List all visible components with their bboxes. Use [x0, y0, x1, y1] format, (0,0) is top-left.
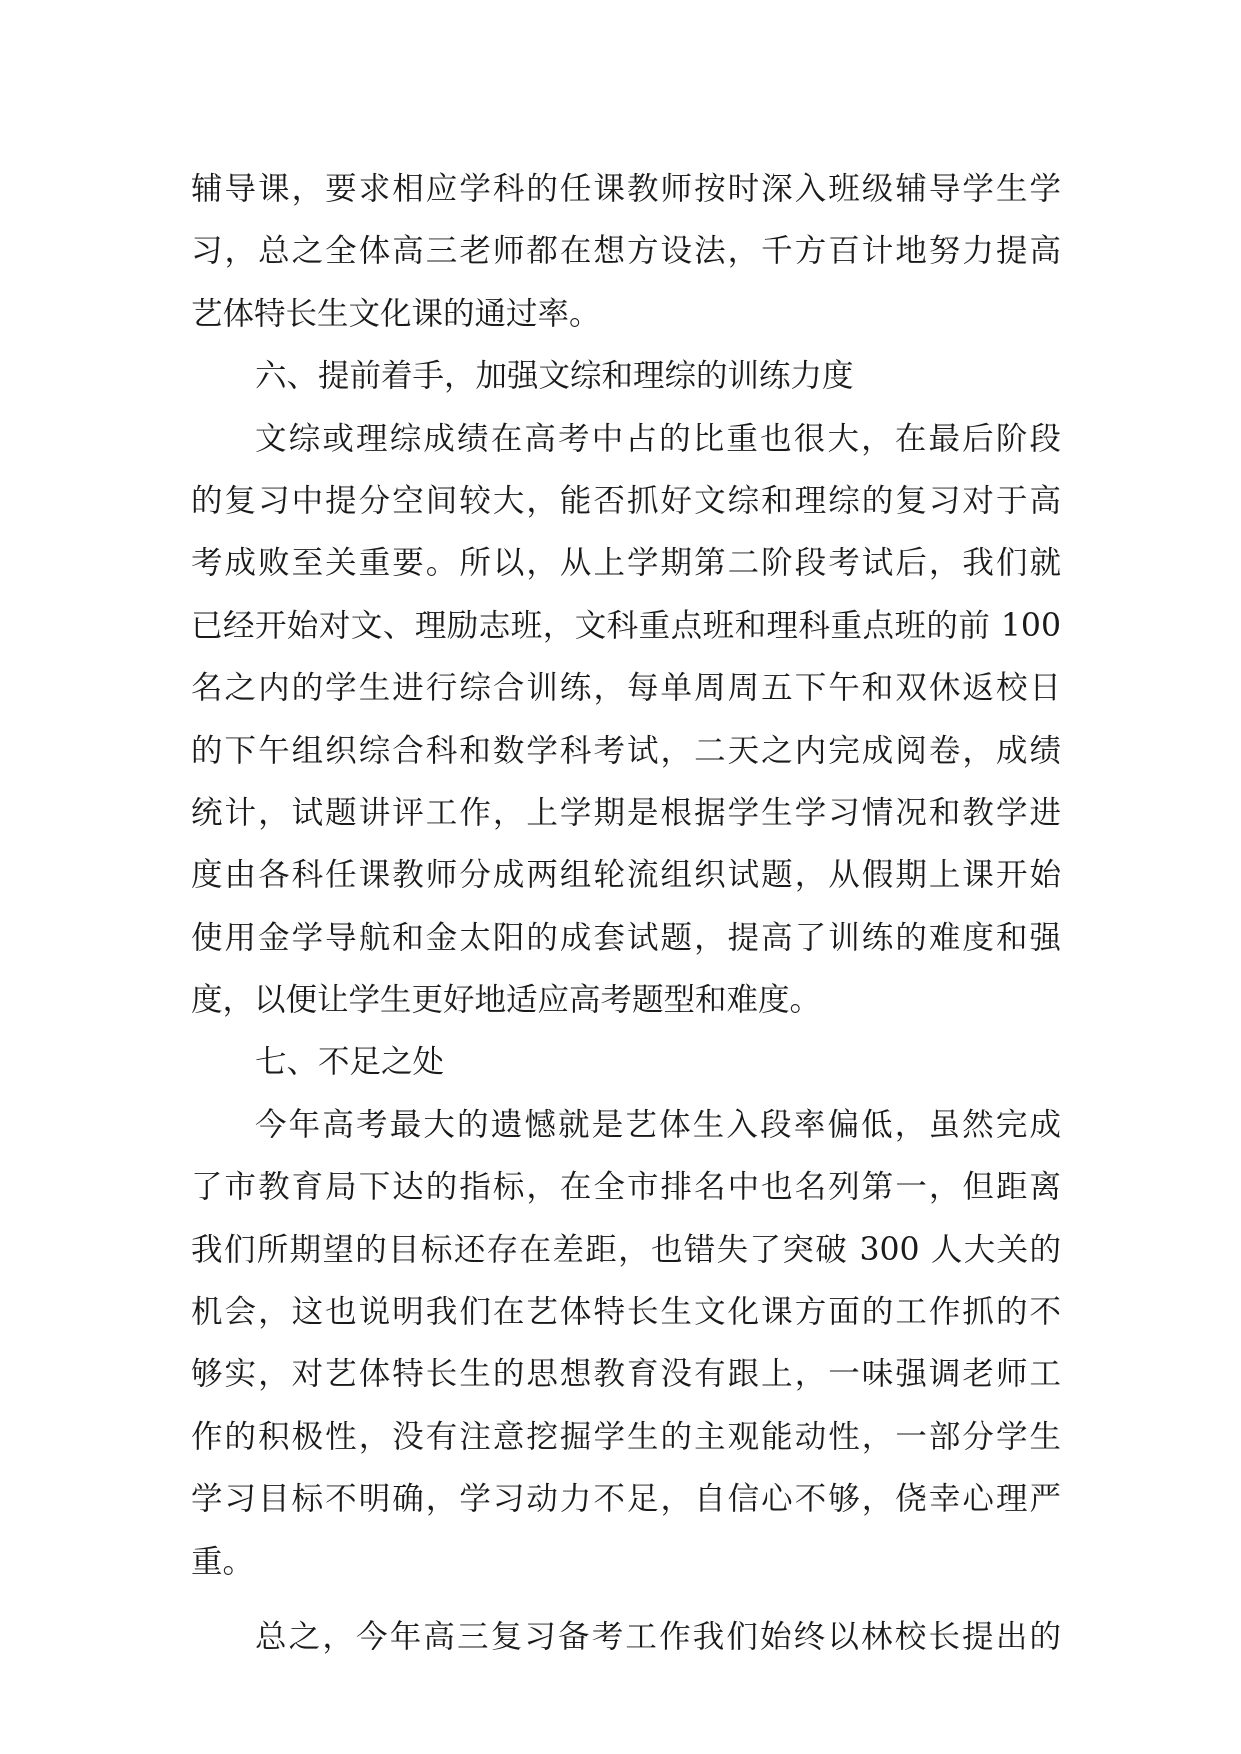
body-text-line: 机会，这也说明我们在艺体特长生文化课方面的工作抓的不: [191, 1294, 1061, 1331]
body-text-line: 总之，今年高三复习备考工作我们始终以林校长提出的: [255, 1618, 1061, 1655]
document-body: [191, 158, 1061, 1668]
body-text-line: 重。: [191, 1543, 255, 1580]
body-text-line: 艺体特长生文化课的通过率。: [191, 295, 601, 332]
section-heading-6: 六、提前着手，加强文综和理综的训练力度: [255, 358, 854, 395]
body-text-line: 使用金学导航和金太阳的成套试题，提高了训练的难度和强: [191, 919, 1061, 956]
body-text-line: 的下午组织综合科和数学科考试，二天之内完成阅卷，成绩: [191, 732, 1061, 769]
body-text-line: 的复习中提分空间较大，能否抓好文综和理综的复习对于高: [191, 482, 1061, 519]
body-text-line: 度由各科任课教师分成两组轮流组织试题，从假期上课开始: [191, 857, 1061, 894]
body-text-line: 统计，试题讲评工作，上学期是根据学生学习情况和教学进: [191, 794, 1061, 831]
body-text-line: 学习目标不明确，学习动力不足，自信心不够，侥幸心理严: [191, 1481, 1061, 1518]
body-text-line: 我们所期望的目标还存在差距，也错失了突破 300 人大关的: [191, 1231, 1061, 1268]
body-text-line: 习，总之全体高三老师都在想方设法，千方百计地努力提高: [191, 233, 1061, 270]
body-text-line: 文综或理综成绩在高考中占的比重也很大，在最后阶段: [255, 420, 1061, 457]
body-text-line: 了市教育局下达的指标，在全市排名中也名列第一，但距离: [191, 1169, 1061, 1206]
body-text-line: 今年高考最大的遗憾就是艺体生入段率偏低，虽然完成: [255, 1106, 1061, 1143]
section-heading-7: 七、不足之处: [255, 1044, 445, 1081]
body-text-line: 度，以便让学生更好地适应高考题型和难度。: [191, 982, 822, 1019]
body-text-line: 考成败至关重要。所以，从上学期第二阶段考试后，我们就: [191, 545, 1061, 582]
body-text-line: 作的积极性，没有注意挖掘学生的主观能动性，一部分学生: [191, 1418, 1061, 1455]
body-text-line: 辅导课，要求相应学科的任课教师按时深入班级辅导学生学: [191, 171, 1061, 207]
body-text-line: 名之内的学生进行综合训练，每单周周五下午和双休返校日: [191, 670, 1061, 707]
body-text-line: 够实，对艺体特长生的思想教育没有跟上，一味强调老师工: [191, 1356, 1061, 1393]
body-text-line: 已经开始对文、理励志班，文科重点班和理科重点班的前 100: [191, 607, 1061, 644]
